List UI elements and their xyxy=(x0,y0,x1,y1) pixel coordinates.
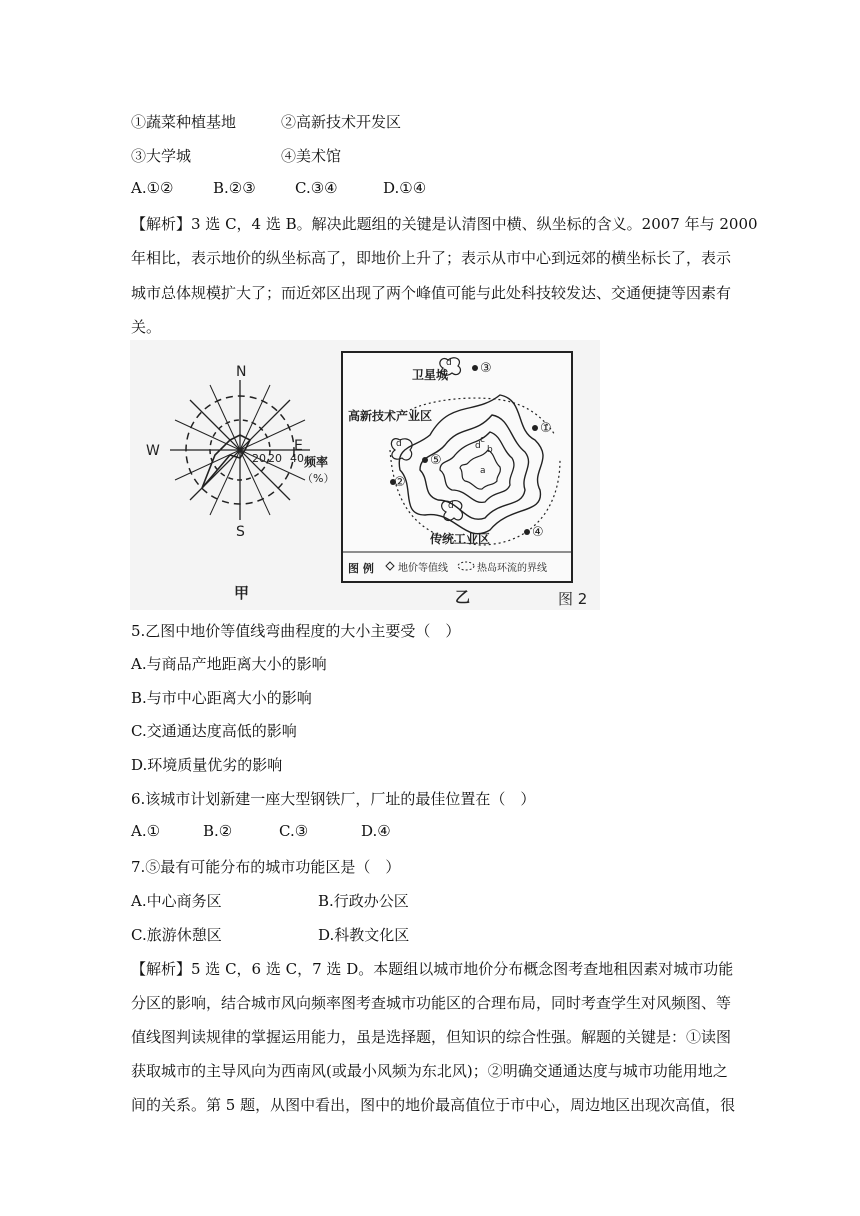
option-2: ②高新技术开发区 xyxy=(281,113,402,131)
q6-option-d: D.④ xyxy=(361,822,391,840)
q7-option-d: D.科教文化区 xyxy=(318,926,410,944)
contour-label-b: b xyxy=(487,445,493,455)
q7-option-b: B.行政办公区 xyxy=(318,892,409,910)
label-hitech: 高新技术产业区 xyxy=(348,409,433,423)
choice-b: B.②③ xyxy=(213,179,256,197)
q6-options xyxy=(131,822,391,840)
analysis2-line-3: 值线图判读规律的掌握运用能力，虽是选择题，但知识的综合性强。解题的关键是：①读图 xyxy=(131,1028,732,1046)
choice-c: C.③④ xyxy=(295,179,338,197)
contour-label-d4: d xyxy=(475,441,481,451)
marker-2: ② xyxy=(394,475,406,490)
freq-unit: （%） xyxy=(302,472,335,485)
analysis1-line-1: 【解析】3 选 C，4 选 B。解决此题组的关键是认清图中横、纵坐标的含义。2007 年与 2000 xyxy=(131,215,758,233)
analysis2-line-2: 分区的影响，结合城市风向频率图考查城市功能区的合理布局，同时考查学生对风频图、等 xyxy=(131,994,732,1012)
q5-option-c: C.交通通达度高低的影响 xyxy=(131,722,297,740)
q5-option-d: D.环境质量优劣的影响 xyxy=(131,756,283,774)
analysis1-line-3: 城市总体规模扩大了；而近郊区出现了两个峰值可能与此处科技较发达、交通便捷等因素有 xyxy=(131,284,732,302)
legend-item-2: 热岛环流的界线 xyxy=(477,563,547,574)
analysis1-line-2: 年相比，表示地价的纵坐标高了，即地价上升了；表示从市中心到远郊的横坐标长了，表示 xyxy=(131,249,732,267)
contour-label-d3: d xyxy=(446,358,452,368)
q6-option-b: B.② xyxy=(203,822,233,840)
analysis1-line-4: 关。 xyxy=(131,318,162,336)
label-industry: 传统工业区 xyxy=(430,532,491,546)
marker-5: ⑤ xyxy=(430,453,442,468)
contour-label-d2: d xyxy=(448,501,454,511)
contour-label-c: c xyxy=(480,435,485,445)
analysis2-line-5: 间的关系。第 5 题，从图中看出，图中的地价最高值位于市中心，周边地区出现次高值，很 xyxy=(131,1096,736,1114)
tick-20b: 20 xyxy=(268,452,282,465)
choice-a: A.①② xyxy=(131,179,174,197)
q7-options-row-2 xyxy=(131,924,410,945)
south-label: S xyxy=(236,524,245,540)
q7-option-c: C.旅游休憩区 xyxy=(131,926,222,944)
q7-stem: 7.⑤最有可能分布的城市功能区是（ ） xyxy=(131,858,401,876)
legend-item-1: 地价等值线 xyxy=(398,563,448,574)
q6-option-c: C.③ xyxy=(279,822,309,840)
marker-1: ① xyxy=(540,421,552,436)
contour-label-a: a xyxy=(480,466,486,476)
wind-rose xyxy=(170,380,310,520)
north-label: N xyxy=(236,364,247,380)
q7-options-row-1 xyxy=(131,890,409,911)
west-label: W xyxy=(146,443,160,459)
q5-stem: 5.乙图中地价等值线弯曲程度的大小主要受（ ） xyxy=(131,622,461,640)
tick-40: 40 xyxy=(290,452,304,465)
marker-4: ④ xyxy=(532,525,544,540)
q5-option-a: A.与商品产地距离大小的影响 xyxy=(131,655,327,673)
east-label: E xyxy=(294,438,303,454)
contour-label-d1: d xyxy=(396,439,402,449)
figure-2 xyxy=(130,340,600,610)
option-3: ③大学城 xyxy=(131,147,192,165)
caption-jia: 甲 xyxy=(234,584,250,602)
option-1: ①蔬菜种植基地 xyxy=(131,113,237,131)
choice-d: D.①④ xyxy=(383,179,427,197)
legend-title: 图 例 xyxy=(348,562,374,575)
map-frame xyxy=(342,352,572,582)
caption-yi: 乙 xyxy=(455,588,471,606)
option-4: ④美术馆 xyxy=(281,147,342,165)
q6-option-a: A.① xyxy=(131,822,161,840)
option-row-2 xyxy=(131,145,342,166)
q7-option-a: A.中心商务区 xyxy=(131,892,222,910)
analysis2-line-4: 获取城市的主导风向为西南风(或最小风频为东北风)；②明确交通通达度与城市功能用地之 xyxy=(131,1062,728,1080)
tick-20a: 20 xyxy=(252,452,266,465)
option-row-1 xyxy=(131,111,402,132)
choice-row xyxy=(131,179,427,197)
q6-stem: 6.该城市计划新建一座大型钢铁厂，厂址的最佳位置在（ ） xyxy=(131,790,536,808)
marker-3: ③ xyxy=(480,361,492,376)
q5-option-b: B.与市中心距离大小的影响 xyxy=(131,689,312,707)
label-satellite: 卫星城 xyxy=(412,368,449,382)
analysis2-line-1: 【解析】5 选 C，6 选 C，7 选 D。本题组以城市地价分布概念图考查地租因素对城市功能 xyxy=(131,960,734,978)
figure-number: 图 2 xyxy=(558,590,588,608)
freq-label: 频率 xyxy=(304,455,329,469)
